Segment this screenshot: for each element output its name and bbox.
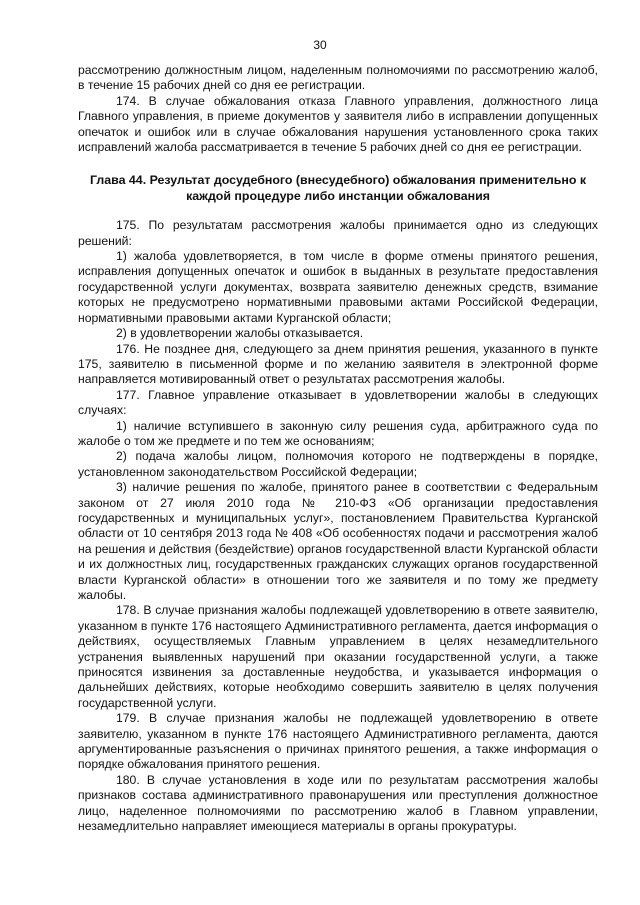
paragraph-175: 175. По результатам рассмотрения жалобы принимается одно из следующих решений: [78, 218, 598, 248]
page-body [78, 63, 598, 835]
paragraph-178: 178. В случае признания жалобы подлежащей удовлетворению в ответе заявителю, указанном в пункте 176 настоящего Административного регламента, дается информация о действиях, осуществляемых Главным управлением в целях незамедлительного устранения выявленных нарушений при оказании государственной услуги, а также приносятся извинения за доставленные неудобства, и указывается информация о дальнейших действиях, которые необходимо совершить заявителю в целях получения государственной услуги. [78, 603, 598, 710]
page-number: 30 [313, 38, 327, 52]
paragraph-180: 180. В случае установления в ходе или по результатам рассмотрения жалобы признаков состава административного правонарушения или преступления должностное лицо, наделенное полномочиями по рассмотрению жалоб в Главном управлении, незамедлительно направляет имеющиеся материалы в органы прокуратуры. [78, 772, 598, 834]
paragraph-174: 174. В случае обжалования отказа Главного управления, должностного лица Главного управления, в приеме документов у заявителя либо в исправлении допущенных опечаток и ошибок или в случае обжалования нарушения установленного срока таких исправлений жалоба рассматривается в течение 5 рабочих дней со дня ее регистрации. [78, 93, 598, 155]
paragraph-177: 177. Главное управление отказывает в удовлетворении жалобы в следующих случаях: [78, 387, 598, 418]
chapter-heading: Глава 44. Результат досудебного (внесудебного) обжалования применительно к каждой процедуре либо инстанции обжалования [89, 173, 587, 203]
paragraph-176: 176. Не позднее дня, следующего за днем принятия решения, указанного в пункте 175, заявителю в письменной форме и по желанию заявителя в электронной форме направляется мотивированный ответ о результатах рассмотрения жалобы. [78, 341, 598, 387]
paragraph-175-item-1: 1) жалоба удовлетворяется, в том числе в форме отмены принятого решения, исправления допущенных опечаток и ошибок в выданных в результате предоставления государственной услуги документах, возврата заявителю денежных средств, взимание которых не предусмотрено нормативными правовыми актами Российской Федерации, нормативными правовыми актами Курганской области; [78, 249, 598, 325]
paragraph-177-item-3: 3) наличие решения по жалобе, принятого ранее в соответствии с Федеральным законом от 27 июля 2010 года № 210-ФЗ «Об организации предоставления государственных и муниципальных услуг», постановлением Правительства Курганской области от 10 сентября 2013 года № 408 «Об особенностях подачи и рассмотрения жалоб на решения и действия (бездействие) органов государственной власти Курганской области и их должностных лиц, государственных гражданских служащих органов государственной власти Курганской области» в отношении того же заявителя и по тому же предмету жалобы. [78, 480, 598, 602]
paragraph-175-item-2: 2) в удовлетворении жалобы отказывается. [116, 326, 364, 341]
paragraph-177-item-1: 1) наличие вступившего в законную силу решения суда, арбитражного суда по жалобе о том же предмете и по тем же основаниям; [78, 418, 598, 448]
paragraph-177-item-2: 2) подача жалобы лицом, полномочия которого не подтверждены в порядке, установленном законодательством Российской Федерации; [78, 449, 598, 479]
paragraph-179: 179. В случае признания жалобы не подлежащей удовлетворению в ответе заявителю, указанном в пункте 176 настоящего Административного регламента, даются аргументированные разъяснения о причинах принятого решения, а также информация о порядке обжалования принятого решения. [78, 711, 598, 772]
continuation-paragraph: рассмотрению должностным лицом, наделенным полномочиями по рассмотрению жалоб, в течение 15 рабочих дней со дня ее регистрации. [78, 63, 598, 93]
